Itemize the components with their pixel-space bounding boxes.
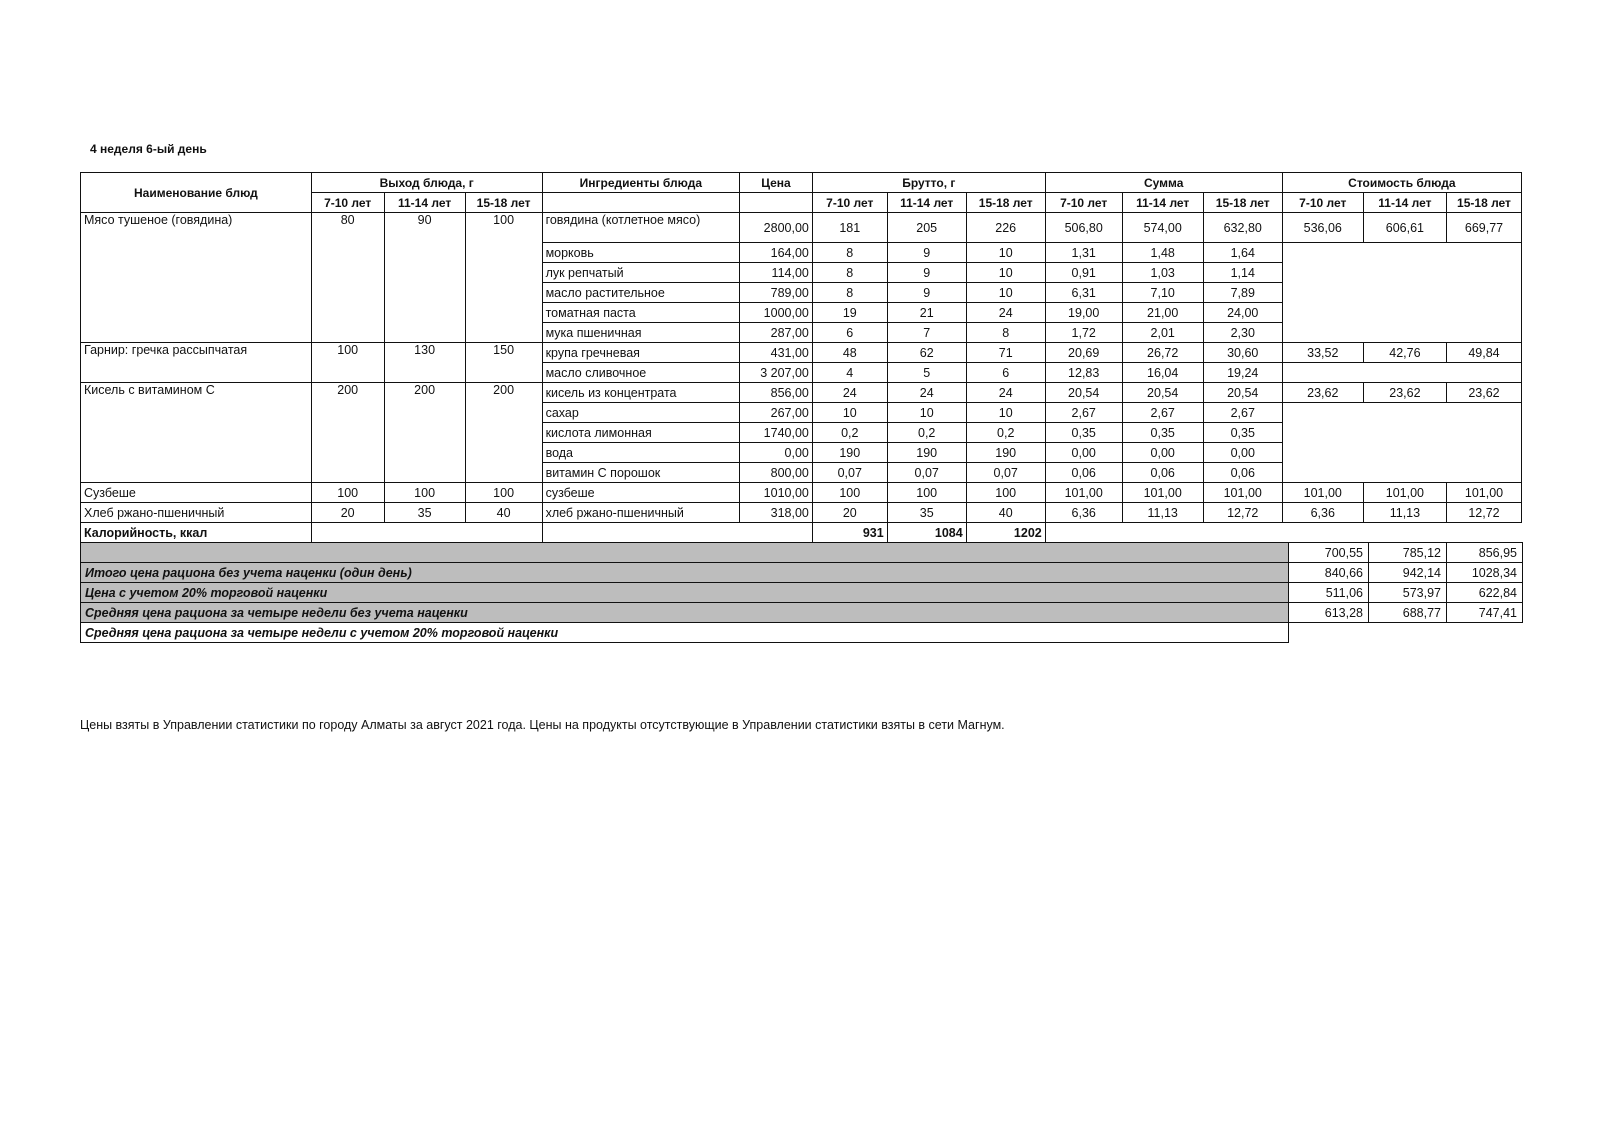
main-grid bbox=[80, 172, 1522, 543]
sum-value: 0,06 bbox=[1203, 463, 1282, 483]
header-age: 15-18 лет bbox=[1203, 193, 1282, 213]
dish-output: 200 bbox=[384, 383, 465, 483]
sum-value: 1,14 bbox=[1203, 263, 1282, 283]
sum-value: 0,00 bbox=[1122, 443, 1203, 463]
dish-name: Кисель с витамином С bbox=[81, 383, 312, 483]
dish-cost: 23,62 bbox=[1282, 383, 1363, 403]
dish-output: 200 bbox=[311, 383, 384, 483]
brutto-value: 205 bbox=[887, 213, 966, 243]
header-age: 15-18 лет bbox=[465, 193, 542, 213]
dish-cost: 6,36 bbox=[1282, 503, 1363, 523]
sum-value: 1,31 bbox=[1045, 243, 1122, 263]
dish-cost: 606,61 bbox=[1363, 213, 1446, 243]
dish-cost: 669,77 bbox=[1446, 213, 1521, 243]
brutto-value: 24 bbox=[966, 383, 1045, 403]
header-blank bbox=[542, 193, 740, 213]
brutto-value: 7 bbox=[887, 323, 966, 343]
dish-output: 100 bbox=[311, 483, 384, 503]
ingredient-price: 114,00 bbox=[740, 263, 813, 283]
totals-row bbox=[81, 543, 1523, 563]
header-ingredients: Ингредиенты блюда bbox=[542, 173, 740, 193]
calories-label: Калорийность, ккал bbox=[81, 523, 312, 543]
sum-value: 21,00 bbox=[1122, 303, 1203, 323]
sum-value: 2,67 bbox=[1045, 403, 1122, 423]
sum-value: 0,35 bbox=[1045, 423, 1122, 443]
totals-value: 942,14 bbox=[1369, 563, 1447, 583]
totals-label: Средняя цена рациона за четыре недели без учета наценки bbox=[81, 603, 1289, 623]
sum-value: 2,67 bbox=[1203, 403, 1282, 423]
dish-cost: 101,00 bbox=[1282, 483, 1363, 503]
header-age: 11-14 лет bbox=[384, 193, 465, 213]
totals-row bbox=[81, 623, 1523, 643]
brutto-value: 24 bbox=[887, 383, 966, 403]
brutto-value: 5 bbox=[887, 363, 966, 383]
ingredient-name: масло сливочное bbox=[542, 363, 740, 383]
totals-value: 700,55 bbox=[1289, 543, 1369, 563]
brutto-value: 0,07 bbox=[966, 463, 1045, 483]
totals-value bbox=[1369, 623, 1447, 643]
sum-value: 0,06 bbox=[1045, 463, 1122, 483]
totals-value: 1028,34 bbox=[1447, 563, 1523, 583]
brutto-value: 35 bbox=[887, 503, 966, 523]
totals-value: 785,12 bbox=[1369, 543, 1447, 563]
ingredient-price: 1740,00 bbox=[740, 423, 813, 443]
sum-value: 1,48 bbox=[1122, 243, 1203, 263]
brutto-value: 10 bbox=[887, 403, 966, 423]
ingredient-price: 1000,00 bbox=[740, 303, 813, 323]
ingredient-name: морковь bbox=[542, 243, 740, 263]
cost-blank bbox=[1282, 363, 1521, 383]
ingredient-name: вода bbox=[542, 443, 740, 463]
ingredient-name: масло растительное bbox=[542, 283, 740, 303]
dish-output: 20 bbox=[311, 503, 384, 523]
header-age: 7-10 лет bbox=[1282, 193, 1363, 213]
brutto-value: 62 bbox=[887, 343, 966, 363]
calories-value: 1084 bbox=[887, 523, 966, 543]
brutto-value: 10 bbox=[966, 263, 1045, 283]
dish-output: 200 bbox=[465, 383, 542, 483]
dish-name: Мясо тушеное (говядина) bbox=[81, 213, 312, 343]
brutto-value: 6 bbox=[966, 363, 1045, 383]
brutto-value: 0,2 bbox=[887, 423, 966, 443]
brutto-value: 10 bbox=[966, 243, 1045, 263]
totals-value: 622,84 bbox=[1447, 583, 1523, 603]
totals-label: Цена с учетом 20% торговой наценки bbox=[81, 583, 1289, 603]
sum-value: 1,03 bbox=[1122, 263, 1203, 283]
dish-output: 130 bbox=[384, 343, 465, 383]
sum-value: 2,01 bbox=[1122, 323, 1203, 343]
menu-table bbox=[80, 172, 1522, 643]
ingredient-name: хлеб ржано-пшеничный bbox=[542, 503, 740, 523]
ingredient-price: 431,00 bbox=[740, 343, 813, 363]
sum-value: 19,00 bbox=[1045, 303, 1122, 323]
sum-value: 632,80 bbox=[1203, 213, 1282, 243]
dish-name: Гарнир: гречка рассыпчатая bbox=[81, 343, 312, 383]
totals-row bbox=[81, 563, 1523, 583]
cost-blank bbox=[1282, 243, 1521, 343]
dish-cost: 23,62 bbox=[1363, 383, 1446, 403]
ingredient-price: 800,00 bbox=[740, 463, 813, 483]
brutto-value: 10 bbox=[966, 283, 1045, 303]
calories-blank bbox=[542, 523, 812, 543]
ingredient-price: 287,00 bbox=[740, 323, 813, 343]
dish-cost: 536,06 bbox=[1282, 213, 1363, 243]
brutto-value: 21 bbox=[887, 303, 966, 323]
sum-value: 7,10 bbox=[1122, 283, 1203, 303]
sum-value: 2,67 bbox=[1122, 403, 1203, 423]
totals-value: 856,95 bbox=[1447, 543, 1523, 563]
sum-value: 0,00 bbox=[1203, 443, 1282, 463]
dish-cost: 49,84 bbox=[1446, 343, 1521, 363]
brutto-value: 0,07 bbox=[812, 463, 887, 483]
ingredient-name: лук репчатый bbox=[542, 263, 740, 283]
brutto-value: 10 bbox=[966, 403, 1045, 423]
totals-label: Средняя цена рациона за четыре недели с учетом 20% торговой наценки bbox=[81, 623, 1289, 643]
brutto-value: 71 bbox=[966, 343, 1045, 363]
ingredient-price: 789,00 bbox=[740, 283, 813, 303]
table-row bbox=[81, 213, 1522, 243]
sum-value: 0,91 bbox=[1045, 263, 1122, 283]
sum-value: 574,00 bbox=[1122, 213, 1203, 243]
ingredient-name: говядина (котлетное мясо) bbox=[542, 213, 740, 243]
brutto-value: 4 bbox=[812, 363, 887, 383]
sum-value: 19,24 bbox=[1203, 363, 1282, 383]
ingredient-price: 3 207,00 bbox=[740, 363, 813, 383]
ingredient-price: 856,00 bbox=[740, 383, 813, 403]
dish-output: 40 bbox=[465, 503, 542, 523]
calories-blank bbox=[311, 523, 542, 543]
sum-value: 1,72 bbox=[1045, 323, 1122, 343]
ingredient-name: сахар bbox=[542, 403, 740, 423]
calories-value: 931 bbox=[812, 523, 887, 543]
totals-value bbox=[1447, 623, 1523, 643]
brutto-value: 0,2 bbox=[966, 423, 1045, 443]
ingredient-name: кисель из концентрата bbox=[542, 383, 740, 403]
totals-row bbox=[81, 603, 1523, 623]
dish-cost: 23,62 bbox=[1446, 383, 1521, 403]
dish-output: 80 bbox=[311, 213, 384, 343]
header-age: 15-18 лет bbox=[1446, 193, 1521, 213]
dish-name: Хлеб ржано-пшеничный bbox=[81, 503, 312, 523]
dish-cost: 42,76 bbox=[1363, 343, 1446, 363]
header-dish-name: Наименование блюд bbox=[81, 173, 312, 213]
sum-value: 12,72 bbox=[1203, 503, 1282, 523]
table-row bbox=[81, 503, 1522, 523]
totals-table bbox=[80, 542, 1523, 643]
totals-value: 840,66 bbox=[1289, 563, 1369, 583]
brutto-value: 100 bbox=[812, 483, 887, 503]
ingredient-price: 164,00 bbox=[740, 243, 813, 263]
brutto-value: 190 bbox=[966, 443, 1045, 463]
dish-cost: 101,00 bbox=[1363, 483, 1446, 503]
totals-value: 747,41 bbox=[1447, 603, 1523, 623]
totals-row bbox=[81, 583, 1523, 603]
totals-value: 511,06 bbox=[1289, 583, 1369, 603]
brutto-value: 8 bbox=[812, 283, 887, 303]
ingredient-name: кислота лимонная bbox=[542, 423, 740, 443]
header-age: 7-10 лет bbox=[311, 193, 384, 213]
sum-value: 6,36 bbox=[1045, 503, 1122, 523]
totals-label bbox=[81, 543, 1289, 563]
brutto-value: 190 bbox=[812, 443, 887, 463]
calories-blank bbox=[1045, 523, 1521, 543]
footnote: Цены взяты в Управлении статистики по городу Алматы за август 2021 года. Цены на продукты отсутствующие в Управлении статистики взяты в сети Магнум. bbox=[80, 718, 1005, 732]
brutto-value: 40 bbox=[966, 503, 1045, 523]
header-price: Цена bbox=[740, 173, 813, 193]
header-age: 11-14 лет bbox=[1363, 193, 1446, 213]
dish-cost: 101,00 bbox=[1446, 483, 1521, 503]
sum-value: 0,35 bbox=[1122, 423, 1203, 443]
table-row bbox=[81, 483, 1522, 503]
brutto-value: 6 bbox=[812, 323, 887, 343]
ingredient-name: крупа гречневая bbox=[542, 343, 740, 363]
header-output: Выход блюда, г bbox=[311, 173, 542, 193]
ingredient-name: витамин С порошок bbox=[542, 463, 740, 483]
dish-name: Сузбеше bbox=[81, 483, 312, 503]
sum-value: 24,00 bbox=[1203, 303, 1282, 323]
sum-value: 101,00 bbox=[1203, 483, 1282, 503]
sum-value: 0,06 bbox=[1122, 463, 1203, 483]
sum-value: 20,69 bbox=[1045, 343, 1122, 363]
sum-value: 0,00 bbox=[1045, 443, 1122, 463]
dish-output: 100 bbox=[311, 343, 384, 383]
brutto-value: 9 bbox=[887, 263, 966, 283]
sum-value: 1,64 bbox=[1203, 243, 1282, 263]
brutto-value: 8 bbox=[812, 243, 887, 263]
brutto-value: 8 bbox=[966, 323, 1045, 343]
brutto-value: 9 bbox=[887, 243, 966, 263]
ingredient-price: 1010,00 bbox=[740, 483, 813, 503]
dish-output: 90 bbox=[384, 213, 465, 343]
brutto-value: 190 bbox=[887, 443, 966, 463]
header-blank bbox=[740, 193, 813, 213]
sum-value: 7,89 bbox=[1203, 283, 1282, 303]
page-title: 4 неделя 6-ый день bbox=[90, 142, 207, 156]
dish-output: 150 bbox=[465, 343, 542, 383]
totals-label: Итого цена рациона без учета наценки (один день) bbox=[81, 563, 1289, 583]
dish-cost: 12,72 bbox=[1446, 503, 1521, 523]
sum-value: 16,04 bbox=[1122, 363, 1203, 383]
brutto-value: 0,2 bbox=[812, 423, 887, 443]
calories-value: 1202 bbox=[966, 523, 1045, 543]
totals-value: 688,77 bbox=[1369, 603, 1447, 623]
dish-cost: 33,52 bbox=[1282, 343, 1363, 363]
dish-output: 100 bbox=[465, 483, 542, 503]
brutto-value: 0,07 bbox=[887, 463, 966, 483]
sum-value: 0,35 bbox=[1203, 423, 1282, 443]
ingredient-name: сузбеше bbox=[542, 483, 740, 503]
brutto-value: 20 bbox=[812, 503, 887, 523]
brutto-value: 10 bbox=[812, 403, 887, 423]
ingredient-price: 2800,00 bbox=[740, 213, 813, 243]
sum-value: 506,80 bbox=[1045, 213, 1122, 243]
header-brutto: Брутто, г bbox=[812, 173, 1045, 193]
totals-value bbox=[1289, 623, 1369, 643]
calories-row bbox=[81, 523, 1522, 543]
brutto-value: 48 bbox=[812, 343, 887, 363]
dish-output: 100 bbox=[384, 483, 465, 503]
header-cost: Стоимость блюда bbox=[1282, 173, 1521, 193]
sum-value: 101,00 bbox=[1122, 483, 1203, 503]
sum-value: 2,30 bbox=[1203, 323, 1282, 343]
brutto-value: 181 bbox=[812, 213, 887, 243]
sum-value: 26,72 bbox=[1122, 343, 1203, 363]
sum-value: 11,13 bbox=[1122, 503, 1203, 523]
table-row bbox=[81, 383, 1522, 403]
header-age: 15-18 лет bbox=[966, 193, 1045, 213]
brutto-value: 226 bbox=[966, 213, 1045, 243]
sum-value: 6,31 bbox=[1045, 283, 1122, 303]
brutto-value: 100 bbox=[887, 483, 966, 503]
sum-value: 12,83 bbox=[1045, 363, 1122, 383]
brutto-value: 19 bbox=[812, 303, 887, 323]
brutto-value: 24 bbox=[812, 383, 887, 403]
ingredient-name: томатная паста bbox=[542, 303, 740, 323]
header-age: 11-14 лет bbox=[887, 193, 966, 213]
header-age: 7-10 лет bbox=[1045, 193, 1122, 213]
dish-output: 35 bbox=[384, 503, 465, 523]
ingredient-price: 267,00 bbox=[740, 403, 813, 423]
brutto-value: 100 bbox=[966, 483, 1045, 503]
cost-blank bbox=[1282, 403, 1521, 483]
sum-value: 20,54 bbox=[1045, 383, 1122, 403]
table-row bbox=[81, 343, 1522, 363]
sum-value: 30,60 bbox=[1203, 343, 1282, 363]
ingredient-name: мука пшеничная bbox=[542, 323, 740, 343]
sum-value: 20,54 bbox=[1122, 383, 1203, 403]
brutto-value: 8 bbox=[812, 263, 887, 283]
dish-cost: 11,13 bbox=[1363, 503, 1446, 523]
brutto-value: 24 bbox=[966, 303, 1045, 323]
header-age: 11-14 лет bbox=[1122, 193, 1203, 213]
dish-output: 100 bbox=[465, 213, 542, 343]
totals-value: 573,97 bbox=[1369, 583, 1447, 603]
sum-value: 101,00 bbox=[1045, 483, 1122, 503]
header-sum: Сумма bbox=[1045, 173, 1282, 193]
totals-value: 613,28 bbox=[1289, 603, 1369, 623]
ingredient-price: 0,00 bbox=[740, 443, 813, 463]
ingredient-price: 318,00 bbox=[740, 503, 813, 523]
sum-value: 20,54 bbox=[1203, 383, 1282, 403]
header-age: 7-10 лет bbox=[812, 193, 887, 213]
brutto-value: 9 bbox=[887, 283, 966, 303]
